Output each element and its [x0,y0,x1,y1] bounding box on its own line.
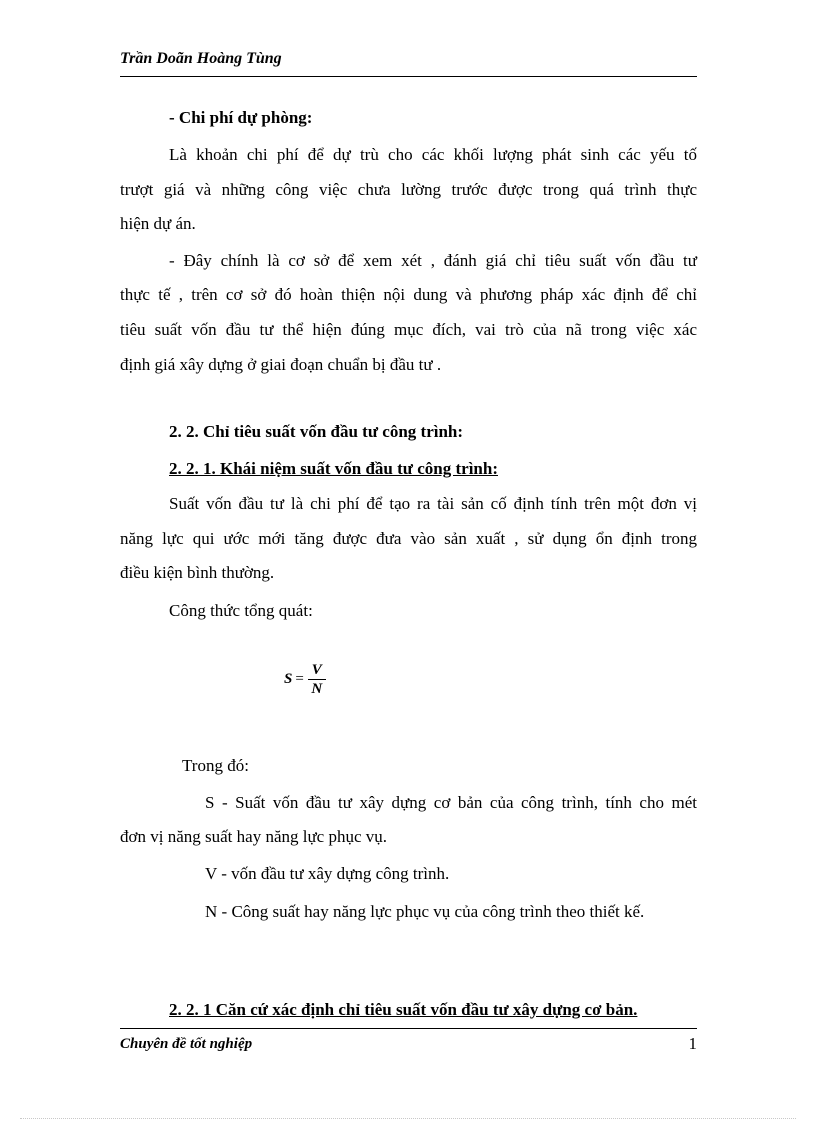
definition-v: V - vốn đầu tư xây dựng công trình. [205,864,450,883]
formula-numerator: V [311,662,322,678]
paragraph-line: hiện dự án. [120,214,196,233]
footer-divider [120,1028,697,1029]
formula-fraction [308,661,326,698]
page-header-author: Trần Doãn Hoàng Tùng [120,50,282,67]
formula-s-equals-v-over-n [284,661,326,698]
paragraph-line: điều kiện bình thường. [120,563,275,582]
header-divider [120,76,697,77]
paragraph-line: định giá xây dựng ở giai đoạn chuẩn bị đầu tư . [120,355,442,374]
footer-title: Chuyên đề tốt nghiệp [120,1036,253,1052]
definition-n: N - Công suất hay năng lực phục vụ của công trình theo thiết kế. [205,902,645,921]
paragraph-line: trượt giá và những công việc chưa lường trước được trong quá trình thực [120,180,697,199]
formula-lhs: S [284,671,293,687]
paragraph-line: năng lực qui ước mới tăng được đưa vào sản xuất , sử dụng ổn định trong [120,529,697,548]
formula-intro: Công thức tổng quát: [169,601,313,620]
paragraph-line: thực tế , trên cơ sở đó hoàn thiện nội dung và phương pháp xác định để chỉ [120,285,697,304]
paragraph-line: Suất vốn đầu tư là chi phí để tạo ra tài sản cố định tính trên một đơn vị [169,494,697,513]
section-heading-2-2: 2. 2. Chỉ tiêu suất vốn đầu tư công trình: [169,422,464,441]
page-number: 1 [688,1034,697,1053]
section-heading-basis: 2. 2. 1 Căn cứ xác định chỉ tiêu suất vốn đầu tư xây dựng cơ bản. [169,1000,638,1019]
paragraph-line: - Đây chính là cơ sở để xem xét , đánh giá chỉ tiêu suất vốn đầu tư [169,251,697,270]
where-label: Trong đó: [182,756,249,775]
heading-contingency-cost: - Chi phí dự phòng: [169,108,313,127]
formula-denominator: N [311,681,323,697]
paragraph-line: Là khoản chi phí để dự trù cho các khối lượng phát sinh các yếu tố [169,145,697,164]
formula-equals-sign: = [295,671,304,687]
definition-s: S - Suất vốn đầu tư xây dựng cơ bản của công trình, tính cho mét [205,793,697,812]
section-heading-2-2-1: 2. 2. 1. Khái niệm suất vốn đầu tư công trình: [169,459,498,478]
paragraph-line: tiêu suất vốn đầu tư thể hiện đúng mục đích, vai trò của nã trong việc xác [120,320,697,339]
definition-s-continued: đơn vị năng suất hay năng lực phục vụ. [120,827,388,846]
page-edge-divider [20,1118,796,1119]
